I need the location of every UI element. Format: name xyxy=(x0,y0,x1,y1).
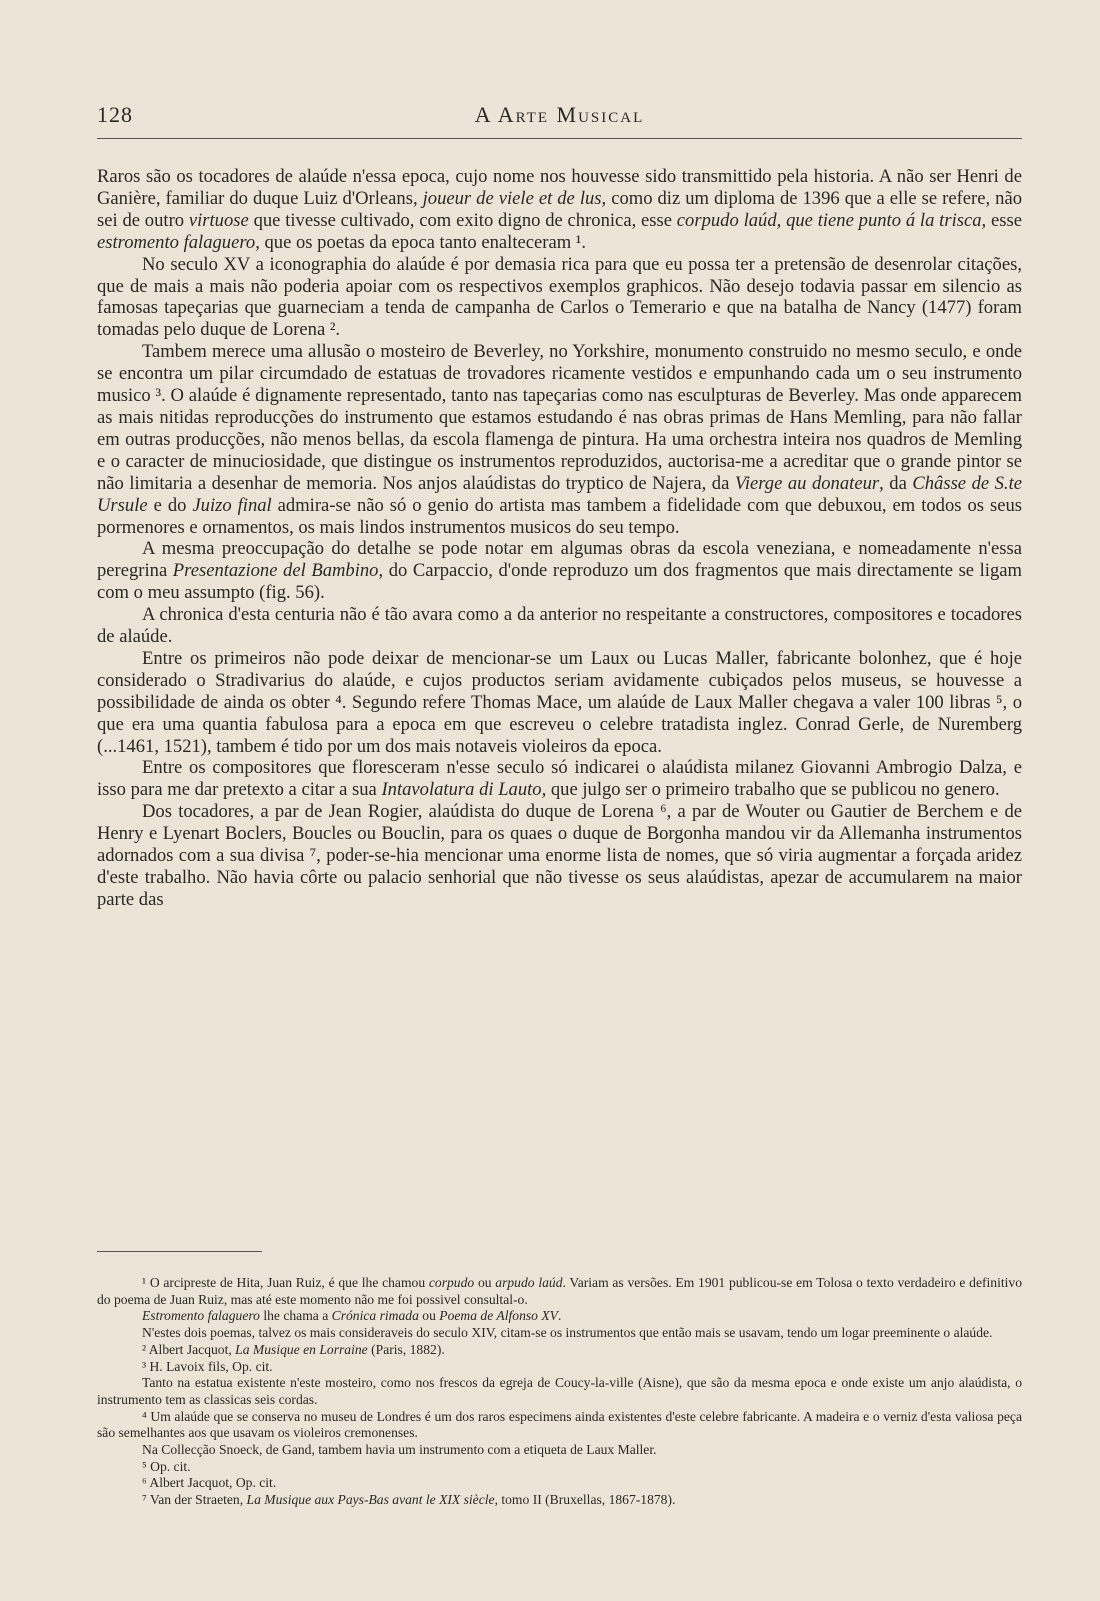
paragraph: Tambem merece uma allusão o mosteiro de Beverley, no Yorkshire, monumento construido no mesmo seculo, e onde se encontra um pilar circumdado de estatuas de trovadores ricamente vestidos e empunhando cada um o seu instrumento musico ³. O alaúde é dignamente representado, tanto nas tapeçarias como nas esculpturas de Beverley. Mas onde apparecem as mais nitidas reproducções do instrumento que estamos estudando é nas obras primas de Hans Memling, para não fallar em outras producções, não menos bellas, da escola flamenga de pintura. Ha uma orchestra inteira nos quadros de Memling e o caracter de minuciosidade, que distingue os instrumentos reproduzidos, auctorisa-me a acreditar que o grande pintor se não limitaria a desenhar de memoria. Nos anjos alaúdistas do tryptico de Najera, da Vierge au donateur, da Châsse de S.te Ursule e do Juizo final admira-se não só o genio do artista mas tambem a fidelidade com que debuxou, em todos os seus pormenores e ornamentos, os mais lindos instrumentos musicos do seu tempo. xyxy=(97,341,1022,538)
paragraph: A mesma preoccupação do detalhe se pode notar em algumas obras da escola veneziana, e nomeadamente n'essa peregrina Presentazione del Bambino, do Carpaccio, d'onde reproduzo um dos fragmentos que mais directamente se ligam com o meu assumpto (fig. 56). xyxy=(97,538,1022,604)
footnote: ² Albert Jacquot, La Musique en Lorraine (Paris, 1882). xyxy=(142,1341,445,1357)
footnote: Tanto na estatua existente n'este mosteiro, como nos frescos da egreja de Coucy-la-ville (Aisne), que são da mesma epoca e onde existe um anjo alaúdista, o instrumento tem as classicas seis cordas. xyxy=(97,1375,1022,1407)
footnote: ⁷ Van der Straeten, La Musique aux Pays-Bas avant le XIX siècle, tomo II (Bruxellas, 1867-1878). xyxy=(142,1492,676,1508)
footnote: ⁵ Op. cit. xyxy=(142,1458,191,1474)
paragraph: Entre os compositores que floresceram n'esse seculo só indicarei o alaúdista milanez Giovanni Ambrogio Dalza, e isso para me dar pretexto a citar a sua Intavolatura di Lauto, que julgo ser o primeiro trabalho que se publicou no genero. xyxy=(97,757,1022,801)
running-title: A Arte Musical xyxy=(474,102,645,127)
page-number: 128 xyxy=(97,102,133,127)
footnote: Na Collecção Snoeck, de Gand, tambem havia um instrumento com a etiqueta de Laux Maller. xyxy=(142,1442,657,1458)
paragraph: Dos tocadores, a par de Jean Rogier, alaúdista do duque de Lorena ⁶, a par de Wouter ou Gautier de Berchem e de Henry e Lyenart Boclers, Boucles ou Bouclin, para os quaes o duque de Borgonha mandou vir da Allemanha instrumentos adornados com a sua divisa ⁷, poder-se-hia mencionar uma enorme lista de nomes, que só viria augmentar a forçada aridez d'este trabalho. Não havia côrte ou palacio senhorial que não tivesse os seus alaúdistas, apezar de accumularem na maior parte das xyxy=(97,801,1022,910)
paragraph: A chronica d'esta centuria não é tão avara como a da anterior no respeitante a constructores, compositores e tocadores de alaúde. xyxy=(97,604,1022,648)
header-rule xyxy=(97,138,1022,139)
main-text xyxy=(97,166,1022,911)
paragraph: No seculo XV a iconographia do alaúde é por demasia rica para que eu possa ter a pretensão de desenrolar citações, que de mais a mais não poderia apoiar com os respectivos exemplos graphicos. Não desejo todavia passar em silencio as famosas tapeçarias que guarneciam a tenda de campanha de Carlos o Temerario e que na batalha de Nancy (1477) foram tomadas pelo duque de Lorena ². xyxy=(97,253,1022,341)
footnote: ⁴ Um alaúde que se conserva no museu de Londres é um dos raros especimens ainda existentes d'este celebre fabricante. A madeira e o verniz d'esta valiosa peça são semelhantes aos que usavam os violeiros cremonenses. xyxy=(97,1408,1022,1441)
footnote: Estromento falaguero lhe chama a Crónica rimada ou Poema de Alfonso XV. xyxy=(142,1308,562,1324)
footnote: ¹ O arcipreste de Hita, Juan Ruiz, é que lhe chamou corpudo ou arpudo laúd. Variam as versões. Em 1901 publicou-se em Tolosa o texto verdadeiro e definitivo do poema de Juan Ruiz, mas até este momento não me foi possivel consultal-o. xyxy=(97,1275,1023,1307)
footnote: ⁶ Albert Jacquot, Op. cit. xyxy=(142,1475,277,1491)
footnotes xyxy=(97,1275,1022,1509)
paragraph: Raros são os tocadores de alaúde n'essa epoca, cujo nome nos houvesse sido transmittido pela historia. A não ser Henri de Ganière, familiar do duque Luiz d'Orleans, joueur de viele et de lus, como diz um diploma de 1396 que a elle se refere, não sei de outro virtuose que tivesse cultivado, com exito digno de chronica, esse corpudo laúd, que tiene punto á la trisca, esse estromento falaguero, que os poetas da epoca tanto enalteceram ¹. xyxy=(97,166,1022,253)
footnote: N'estes dois poemas, talvez os mais consideraveis do seculo XIV, citam-se os instrumentos que então mais se usavam, tendo um logar preeminente o alaúde. xyxy=(142,1325,993,1341)
footnote-rule xyxy=(97,1251,262,1252)
page-header xyxy=(97,102,1022,134)
paragraph: Entre os primeiros não pode deixar de mencionar-se um Laux ou Lucas Maller, fabricante bolonhez, que é hoje considerado o Stradivarius do alaúde, e cujos productos seriam avidamente cubiçados pelos museus, se houvesse a possibilidade de ainda os obter ⁴. Segundo refere Thomas Mace, um alaúde de Laux Maller chegava a valer 100 libras ⁵, o que era uma quantia fabulosa para a epoca em que escreveu o celebre tratadista inglez. Conrad Gerle, de Nuremberg (...1461, 1521), tambem é tido por um dos mais notaveis violeiros da epoca. xyxy=(97,647,1022,757)
footnote: ³ H. Lavoix fils, Op. cit. xyxy=(142,1358,273,1374)
